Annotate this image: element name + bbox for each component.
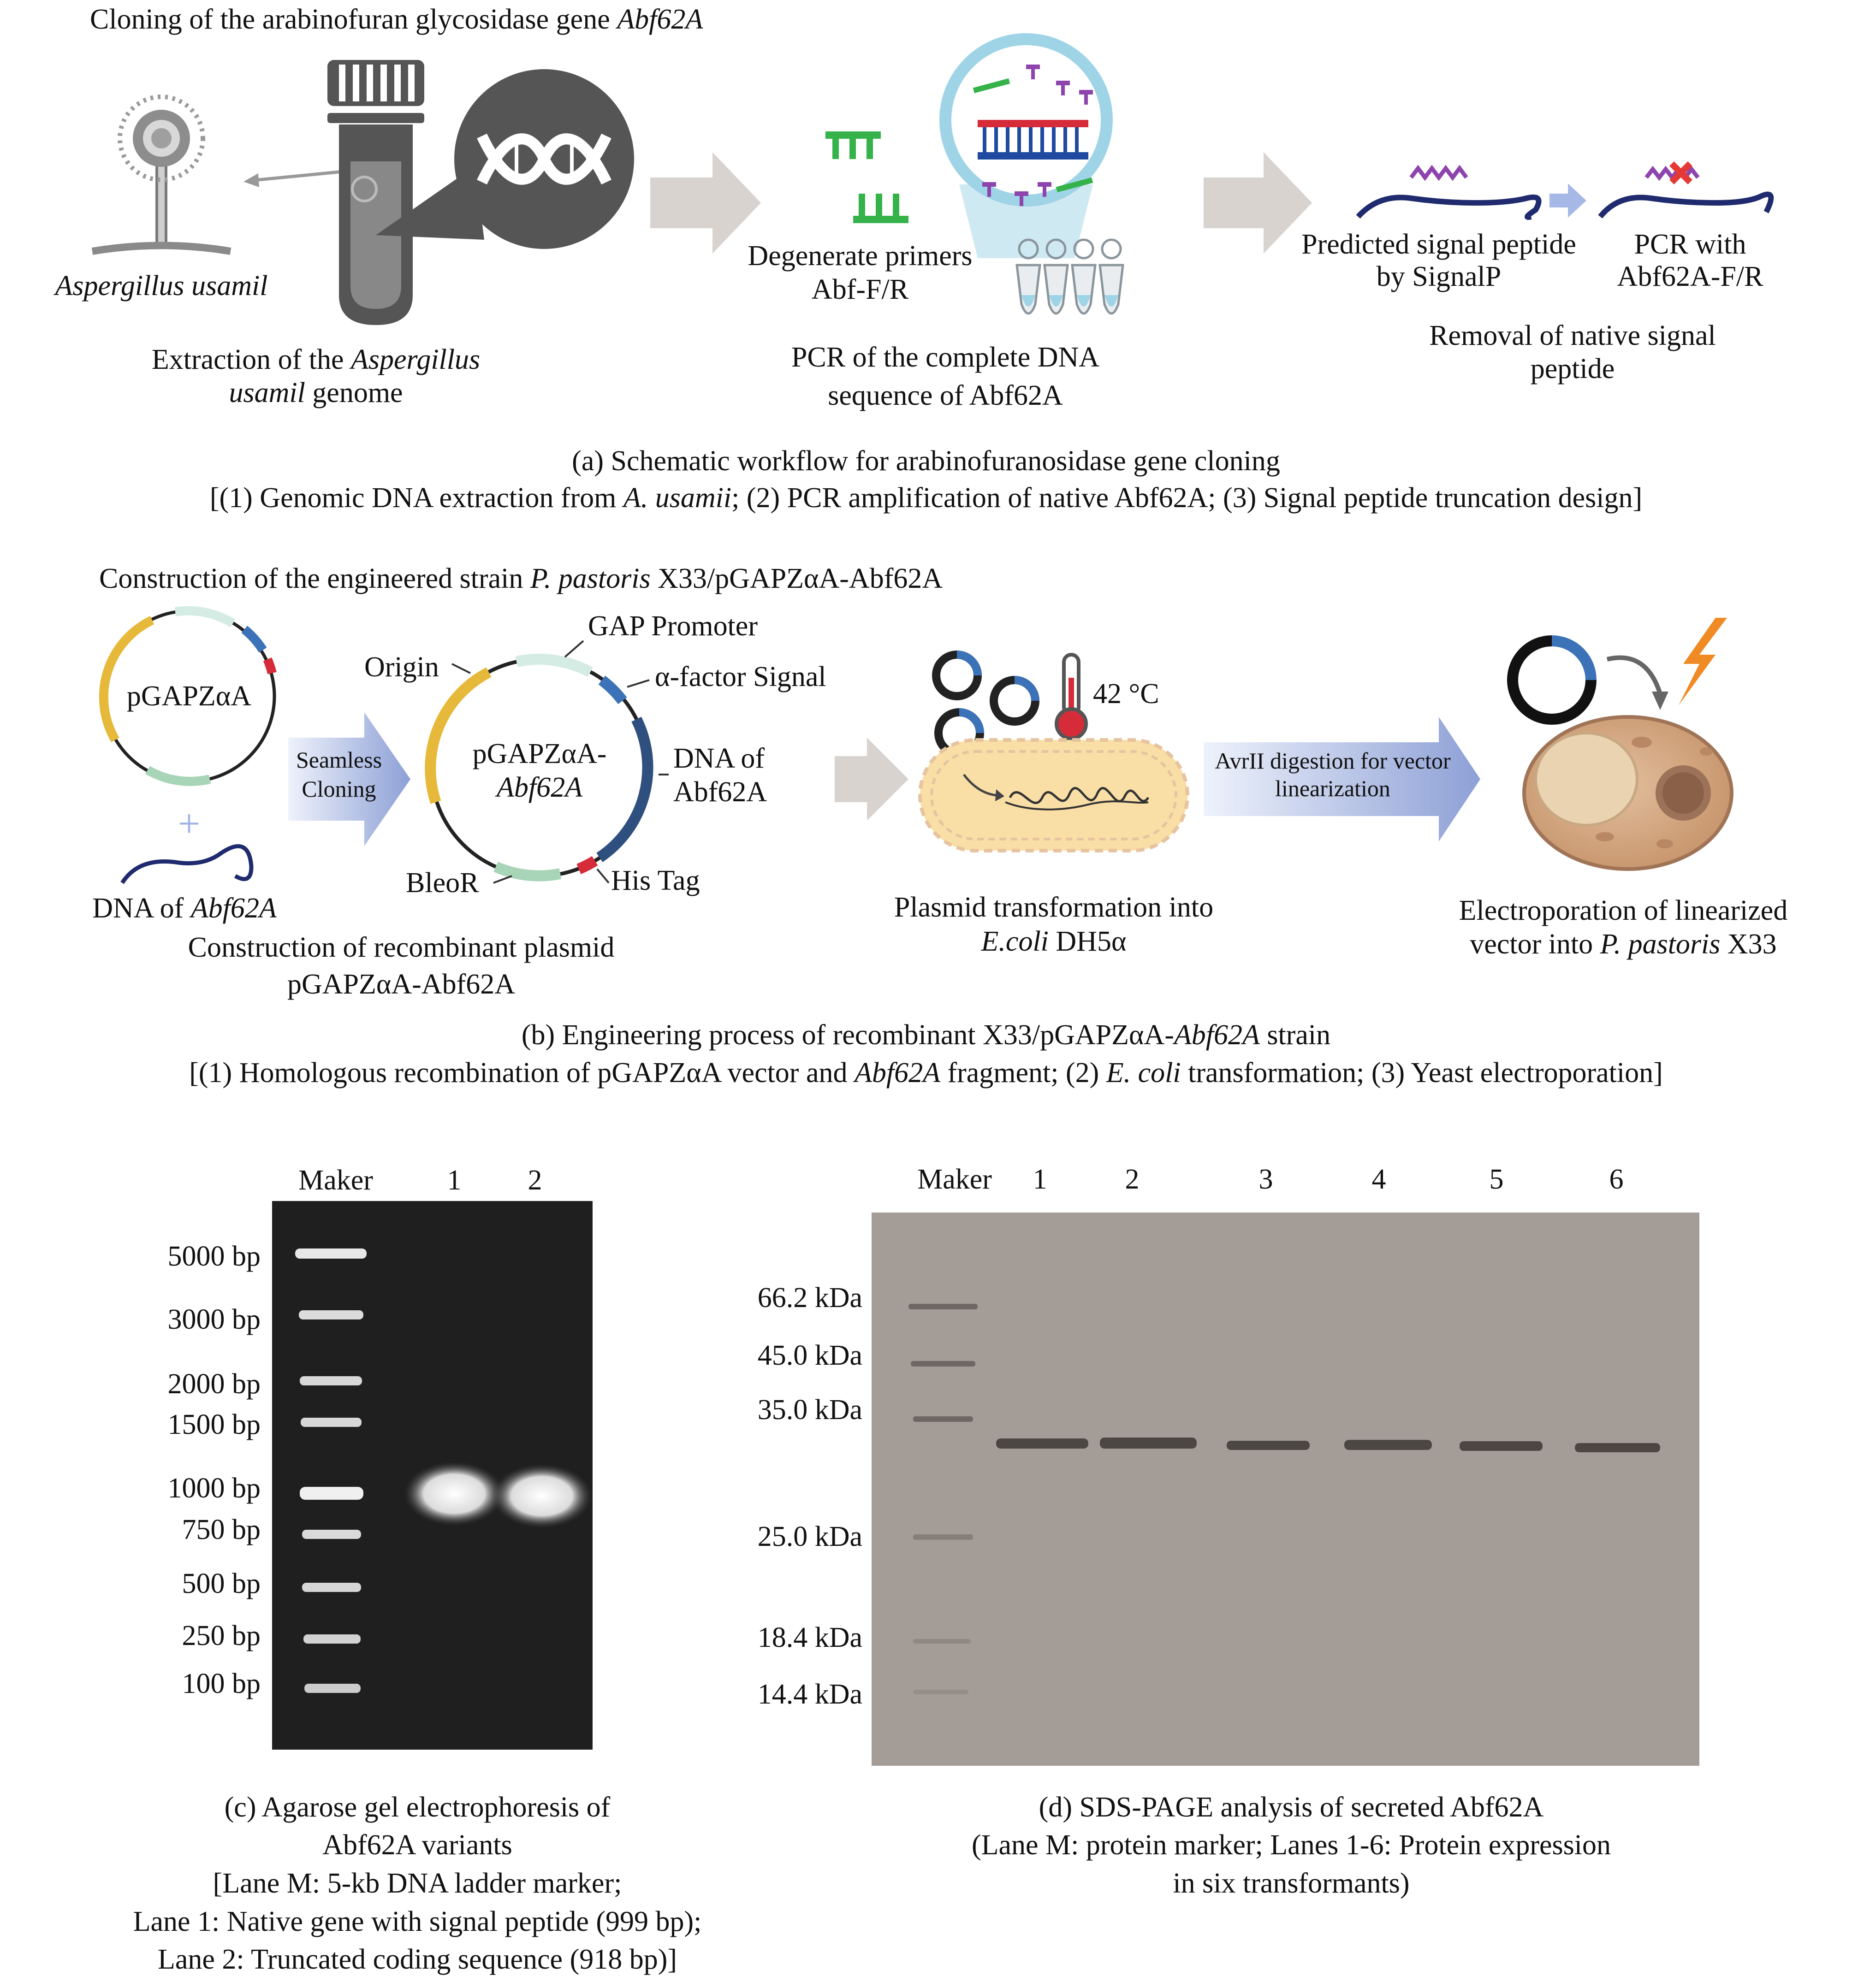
gel-ladder-band-1000	[300, 1487, 363, 1500]
primers-icon	[825, 131, 908, 223]
panel-c-caption-line: [Lane M: 5-kb DNA ladder marker;	[213, 1868, 622, 1899]
transform-caption-line2: E.coli DH5α	[981, 926, 1127, 957]
panel-d-caption	[972, 1792, 1611, 1899]
marker-label: 14.4 kDa	[757, 1679, 862, 1710]
page-marker-band-35	[913, 1416, 973, 1422]
panel-c-caption-line: (c) Agarose gel electrophoresis of	[224, 1792, 611, 1823]
truncated-peptide-icon	[1600, 164, 1771, 217]
page-lane-header-4: 4	[1371, 1164, 1386, 1195]
ladder-label: 1000 bp	[167, 1473, 261, 1504]
gel-ladder-band-5000	[295, 1248, 367, 1259]
aspergillus-icon	[92, 97, 231, 251]
plus-icon: +	[178, 801, 201, 846]
panel-c	[133, 1165, 702, 1975]
panel-c-caption-line: Lane 1: Native gene with signal peptide (999 bp);	[133, 1906, 702, 1937]
ladder-label: 100 bp	[182, 1668, 261, 1699]
gel-ladder-band-3000	[299, 1310, 363, 1319]
step-arrow-2	[1204, 152, 1312, 254]
predicted-label-line1: Predicted signal peptide	[1301, 229, 1576, 260]
ladder-label: 500 bp	[182, 1568, 261, 1599]
page-marker-band-66	[908, 1304, 978, 1309]
gap-promoter-label: GAP Promoter	[588, 610, 758, 642]
origin-label: Origin	[364, 651, 439, 683]
pcr-with-label-line2: Abf62A-F/R	[1617, 261, 1763, 292]
gel-lane-header-marker: Maker	[298, 1165, 373, 1196]
test-tube-icon	[327, 60, 424, 325]
dna-fragment-icon	[122, 846, 251, 883]
predicted-label-line2: by SignalP	[1376, 261, 1502, 292]
digestion-label-line2: linearization	[1275, 775, 1390, 801]
thermometer-icon	[1057, 655, 1086, 739]
plasmid-label-line1: pGAPZαA-	[472, 738, 607, 769]
page-marker-band-45	[911, 1361, 975, 1367]
panel-b-caption-line1: (b) Engineering process of recombinant X33/pGAPZαA-Abf62A strain	[521, 1019, 1331, 1051]
organism-label: Aspergillus usamil	[55, 270, 268, 302]
panel-a	[53, 4, 1771, 514]
page-lane-header-marker: Maker	[917, 1164, 992, 1195]
panel-c-caption	[133, 1792, 702, 1975]
seamless-label-line2: Cloning	[302, 776, 376, 802]
gel-ladder-band-100	[304, 1684, 361, 1693]
signal-peptide-icon	[1358, 168, 1539, 217]
gel-lane-header-1: 1	[447, 1165, 462, 1196]
construction-caption-line1: Construction of recombinant plasmid	[188, 932, 615, 963]
panel-d-caption-line: in six transformants)	[1173, 1868, 1410, 1899]
ecoli-cell-icon	[920, 740, 1187, 851]
gel-ladder-band-500	[302, 1583, 361, 1592]
marker-label: 35.0 kDa	[757, 1394, 862, 1426]
page-band-lane-5	[1460, 1441, 1543, 1451]
pcr-caption-line2: sequence of Abf62A	[828, 380, 1063, 411]
page-band-lane-3	[1227, 1441, 1310, 1450]
step-arrow-3	[835, 738, 908, 821]
marker-label: 45.0 kDa	[757, 1340, 862, 1371]
marker-label: 66.2 kDa	[757, 1282, 862, 1314]
marker-label: 18.4 kDa	[757, 1622, 862, 1653]
page-marker-band-25	[913, 1534, 973, 1540]
pcr-magnifier-icon	[945, 39, 1107, 258]
ladder-label: 2000 bp	[167, 1368, 261, 1400]
page-band-lane-4	[1344, 1440, 1432, 1450]
pcr-caption-line1: PCR of the complete DNA	[791, 342, 1100, 373]
panel-a-caption-line2: [(1) Genomic DNA extraction from A. usamii; (2) PCR amplification of native Abf62A; (3) Signal peptide truncation design]	[209, 482, 1643, 514]
page-band-lane-2	[1100, 1438, 1197, 1449]
lightning-icon	[1679, 618, 1727, 705]
marker-label: 25.0 kDa	[757, 1521, 862, 1552]
gel-ladder-labels	[168, 1241, 261, 1699]
vector-label: pGAPZαA	[126, 680, 252, 712]
temperature-label: 42 °C	[1093, 678, 1159, 710]
dna-of-label-line1: DNA of	[673, 743, 765, 774]
extraction-arrow	[249, 171, 353, 181]
page-lane-header-3: 3	[1258, 1164, 1273, 1195]
panel-a-caption-line1: (a) Schematic workflow for arabinofuranosidase gene cloning	[572, 445, 1280, 477]
page-band-lane-6	[1575, 1443, 1660, 1452]
panel-b-caption-line2: [(1) Homologous recombination of pGAPZαA vector and Abf62A fragment; (2) E. coli transformation; (3) Yeast electroporation]	[189, 1057, 1663, 1089]
extraction-caption-line2: usamil genome	[229, 377, 403, 408]
removal-label-line1: Removal of native signal	[1429, 320, 1716, 351]
curved-arrow-icon	[1607, 658, 1660, 694]
panel-d	[758, 1164, 1699, 1899]
gel-ladder-band-2000	[300, 1376, 362, 1385]
dna-fragment-label: DNA of Abf62A	[92, 893, 277, 924]
seamless-label-line1: Seamless	[296, 747, 382, 773]
page-lane-header-1: 1	[1033, 1164, 1047, 1195]
his-tag-label: His Tag	[611, 865, 700, 896]
plasmid-label-line2: Abf62A	[497, 772, 582, 803]
electro-caption-line2: vector into P. pastoris X33	[1470, 929, 1777, 960]
panel-b	[92, 563, 1787, 1089]
gel-lane-header-2: 2	[528, 1165, 542, 1196]
construction-caption-line2: pGAPZαA-Abf62A	[287, 969, 516, 1000]
pcr-with-label-line1: PCR with	[1634, 229, 1746, 260]
ladder-label: 250 bp	[182, 1620, 261, 1651]
ladder-label: 1500 bp	[167, 1409, 261, 1440]
ladder-label: 750 bp	[182, 1514, 261, 1545]
panel-c-caption-line: Lane 2: Truncated coding sequence (918 bp)]	[157, 1944, 677, 1975]
alpha-factor-label: α-factor Signal	[655, 661, 826, 692]
removal-label-line2: peptide	[1530, 353, 1615, 385]
page-lane-header-2: 2	[1125, 1164, 1140, 1195]
gel-ladder-band-250	[303, 1634, 361, 1644]
linear-vector-icon	[1513, 641, 1591, 719]
bleor-label: BleoR	[406, 867, 479, 899]
panel-d-caption-line: (Lane M: protein marker; Lanes 1-6: Protein expression	[972, 1829, 1611, 1861]
page-lane-header-5: 5	[1489, 1164, 1504, 1195]
page-marker-labels	[758, 1282, 862, 1710]
sds-page-gel-image	[872, 1213, 1699, 1766]
gel-band-lane-1	[404, 1461, 505, 1526]
digestion-label-line1: AvrII digestion for vector	[1215, 748, 1451, 774]
electro-caption-line1: Electroporation of linearized	[1459, 895, 1788, 926]
ladder-label: 5000 bp	[167, 1241, 261, 1272]
panel-c-caption-line: Abf62A variants	[322, 1829, 512, 1861]
primers-label-line1: Degenerate primers	[748, 240, 973, 272]
gel-ladder-band-750	[302, 1530, 361, 1539]
transform-caption-line1: Plasmid transformation into	[894, 892, 1214, 923]
gel-band-lane-2	[491, 1464, 593, 1528]
step-arrow-1	[650, 152, 761, 254]
gel-ladder-band-1500	[301, 1418, 362, 1427]
dna-of-label-line2: Abf62A	[673, 776, 767, 808]
small-blue-arrow	[1549, 183, 1586, 218]
extraction-caption-line1: Extraction of the Aspergillus	[151, 344, 481, 375]
panel-b-title: Construction of the engineered strain P. pastoris X33/pGAPZαA-Abf62A	[99, 563, 943, 594]
page-band-lane-1	[996, 1438, 1088, 1449]
yeast-cell-icon	[1524, 717, 1732, 869]
page-marker-band-18	[913, 1639, 971, 1644]
page-lane-header-6: 6	[1609, 1164, 1624, 1195]
panel-d-caption-line: (d) SDS-PAGE analysis of secreted Abf62A	[1039, 1792, 1544, 1823]
page-marker-band-14	[913, 1690, 968, 1694]
primers-label-line2: Abf-F/R	[811, 274, 909, 305]
panel-a-title: Cloning of the arabinofuran glycosidase gene Abf62A	[90, 4, 703, 35]
ladder-label: 3000 bp	[167, 1304, 261, 1335]
